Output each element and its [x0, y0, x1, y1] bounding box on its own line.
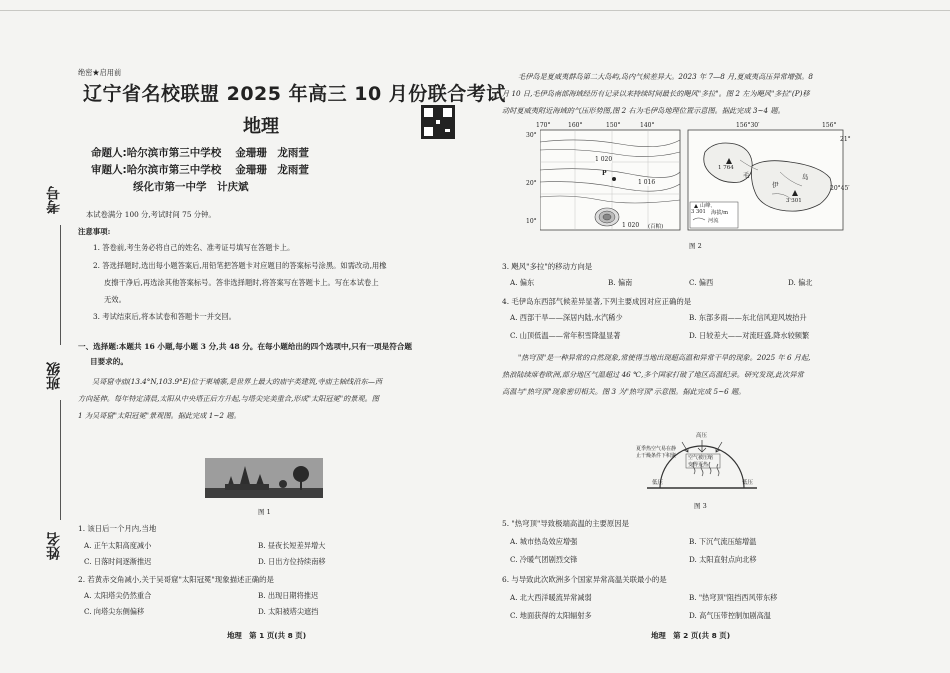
fig3-center-line: 空气被压缩 — [688, 455, 714, 461]
passage2-line-3: 高温与"热穹顶"现象密切相关。图 3 为"热穹顶"示意图。据此完成 5~6 题。 — [502, 387, 746, 396]
lon-label: 170° — [536, 122, 551, 129]
lon-label: 150° — [606, 122, 621, 129]
passage2-line-2: 热浪陆续席卷欧洲,部分地区气温超过 46 ℃,多个国家打破了地区高温纪录。研究发现,此次异常 — [502, 370, 804, 379]
lat-label: 20° — [526, 180, 537, 187]
question-1: 1. 该日后一个月内,当地 — [78, 524, 157, 533]
q2-option-a: A. 太阳塔尖仍然重合 — [84, 591, 152, 600]
peak-label: 1 764 — [718, 165, 734, 171]
high-pressure-label: 高压 — [696, 433, 708, 439]
fig3-note-line: 夏季热空气易在静 — [636, 446, 677, 452]
lat-label: 20°45′ — [830, 185, 850, 192]
binding-label-class: 班级 — [46, 362, 62, 390]
q1-option-d: D. 日出方位持续南移 — [258, 557, 326, 566]
hurricane-p-label: P — [602, 170, 607, 177]
lon-label: 156°30′ — [736, 122, 760, 129]
lon-label: 140° — [640, 122, 655, 129]
top-border — [0, 10, 950, 11]
intro-line-3: 动时夏威夷附近海域的气压形势图,图 2 右为毛伊岛地理位置示意图。据此完成 3~4 题。 — [502, 106, 785, 115]
q6-option-a: A. 北大西洋暖流异常减弱 — [510, 593, 592, 602]
fig3-center-label — [688, 455, 713, 468]
intro-line-1: 毛伊岛是夏威夷群岛第二大岛屿,岛内气候差异大。2023 年 7—8 月,夏威夷高压异常增强。8 — [518, 72, 813, 81]
right-page-footer: 地理 第 2 页(共 8 页) — [651, 631, 731, 640]
question-5: 5. "热穹顶"导致极端高温的主要原因是 — [502, 519, 630, 528]
qr-code — [421, 105, 455, 139]
q2-option-d: D. 太阳被塔尖遮挡 — [258, 607, 319, 616]
q6-option-c: C. 地面获得的太阳辐射多 — [510, 611, 592, 620]
isobar-label: 1 020 — [622, 222, 640, 229]
q3-option-b: B. 偏南 — [608, 278, 633, 287]
q2-option-b: B. 出现日期将推迟 — [258, 591, 319, 600]
q3-option-c: C. 偏西 — [689, 278, 714, 287]
q1-option-b: B. 昼夜长短差异增大 — [258, 541, 326, 550]
q4-option-d: D. 日较差大——对流旺盛,降水较频繁 — [689, 331, 810, 340]
low-pressure-right: 低压 — [742, 480, 754, 486]
legend-peak: 山峰、 — [700, 203, 716, 209]
q4-option-c: C. 山顶低温——常年积雪降温显著 — [510, 331, 621, 340]
island-label: 毛 — [743, 171, 750, 179]
q1-option-c: C. 日落时间逐渐推迟 — [84, 557, 152, 566]
note-2: 2. 答选择题时,选出每小题答案后,用铅笔把答题卡对应题目的答案标号涂黑。如需改动,用橡 — [93, 261, 387, 270]
note-2-cont: 皮擦干净后,再选涂其他答案标号。答非选择题时,将答案写在答题卡上。写在本试卷上 — [104, 278, 379, 287]
q4-option-a: A. 西部干旱——深居内陆,水汽稀少 — [510, 313, 623, 322]
exam-title: 辽宁省名校联盟 2025 年高三 10 月份联合考试 — [83, 83, 506, 105]
exam-info: 本试卷满分 100 分,考试时间 75 分钟。 — [86, 210, 216, 219]
fig3-caption: 图 3 — [694, 502, 707, 510]
low-pressure-left: 低压 — [652, 480, 664, 486]
binding-line — [60, 400, 61, 520]
q3-option-d: D. 偏北 — [788, 278, 813, 287]
q2-option-c: C. 向塔尖东侧偏移 — [84, 607, 145, 616]
lon-label: 156° — [822, 122, 837, 129]
isobar-label: 1 016 — [638, 179, 656, 186]
section-heading: 一、选择题:本题共 16 小题,每小题 3 分,共 48 分。在每小题给出的四个选项中,只有一项是符合题 — [78, 342, 412, 351]
question-3: 3. 飓风"多拉"的移动方向是 — [502, 262, 593, 271]
fig1-caption: 图 1 — [258, 508, 271, 516]
intro-line-2: 月 10 日,毛伊岛南部海域经历有记录以来持续时间最长的飓风"多拉"。图 2 左为飓风"多拉"(P)移 — [502, 89, 810, 98]
passage-line-2: 方向延伸。每年特定清晨,太阳从中央塔正后方升起,与塔尖完美重合,形成"太阳冠冕"的景观。图 — [78, 394, 379, 403]
binding-label-name: 姓名 — [46, 532, 62, 560]
legend-elevation: 海拔/m — [711, 210, 729, 216]
note-3: 3. 考试结束后,将本试卷和答题卡一并交回。 — [93, 312, 236, 321]
passage-line-3: 1 为吴哥窟"太阳冠冕"景观图。据此完成 1~2 题。 — [78, 411, 241, 420]
question-4: 4. 毛伊岛东西部气候差异显著,下列主要成因对应正确的是 — [502, 297, 692, 306]
note-1: 1. 答卷前,考生务必将自己的姓名、准考证号填写在答题卡上。 — [93, 243, 295, 252]
fig3-center-line: 变得更热 — [688, 461, 709, 468]
section-heading-cont: 目要求的。 — [90, 357, 128, 366]
fig2-caption: 图 2 — [689, 242, 702, 250]
q5-option-d: D. 太阳直射点向北移 — [689, 555, 757, 564]
q6-option-d: D. 高气压带控制加剧高温 — [689, 611, 771, 620]
author-line: 命题人:哈尔滨市第三中学校 金珊珊 龙雨萱 — [91, 147, 309, 159]
notes-heading: 注意事项: — [78, 227, 111, 236]
q6-option-b: B. "热穹顶"阻挡西风带东移 — [689, 593, 778, 602]
fig3-note-line: 止干燥条件下积聚 — [636, 453, 677, 459]
figure-3 — [622, 430, 782, 498]
island-label: 岛 — [802, 173, 809, 181]
passage2-line-1: "热穹顶"是一种异常的自然现象,常使得当地出现超高温和异常干旱的现象。2025 年 6 月起, — [518, 353, 811, 362]
angkor-wat-photo — [205, 458, 323, 498]
confidential-mark: 绝密★启用前 — [78, 68, 122, 77]
q3-option-a: A. 偏东 — [510, 278, 535, 287]
binding-line — [60, 225, 61, 345]
question-2: 2. 若黄赤交角减小,关于吴哥窟"太阳冠冕"现象描述正确的是 — [78, 575, 274, 584]
island-label: 伊 — [772, 181, 779, 189]
figure-2 — [526, 122, 851, 234]
lat-label: 30° — [526, 132, 537, 139]
q4-option-b: B. 东部多雨——东北信风迎风坡抬升 — [689, 313, 807, 322]
question-6: 6. 与导致此次欧洲多个国家异常高温关联最小的是 — [502, 575, 667, 584]
lat-label: 10° — [526, 218, 537, 225]
legend-value: 3 301 — [691, 209, 706, 215]
note-2-end: 无效。 — [104, 295, 126, 304]
lat-label: 21° — [840, 136, 851, 143]
binding-label-exam-number: 考号 — [46, 186, 62, 214]
fig3-note — [636, 446, 676, 460]
isobar-label: 1 020 — [595, 156, 613, 163]
q5-option-c: C. 冷暖气团剧烈交锋 — [510, 555, 578, 564]
subject-title: 地理 — [243, 116, 279, 137]
q5-option-b: B. 下沉气流压缩增温 — [689, 537, 757, 546]
lon-label: 160° — [568, 122, 583, 129]
peak-label: 3 301 — [786, 198, 802, 204]
pressure-unit: (百帕) — [648, 224, 664, 230]
left-page-footer: 地理 第 1 页(共 8 页) — [227, 631, 307, 640]
q1-option-a: A. 正午太阳高度减小 — [84, 541, 152, 550]
reviewer-line: 审题人:哈尔滨市第三中学校 金珊珊 龙雨萱 — [91, 164, 309, 176]
passage-line-1: 吴哥窟寺庙(13.4°N,103.9°E)位于柬埔寨,是世界上最大的庙宇类建筑,寺庙主轴线沿东—西 — [92, 377, 383, 386]
legend-river: 河流 — [708, 218, 719, 224]
q5-option-a: A. 城市热岛效应增强 — [510, 537, 578, 546]
reviewer-line-2: 绥化市第一中学 计庆斌 — [133, 181, 249, 193]
